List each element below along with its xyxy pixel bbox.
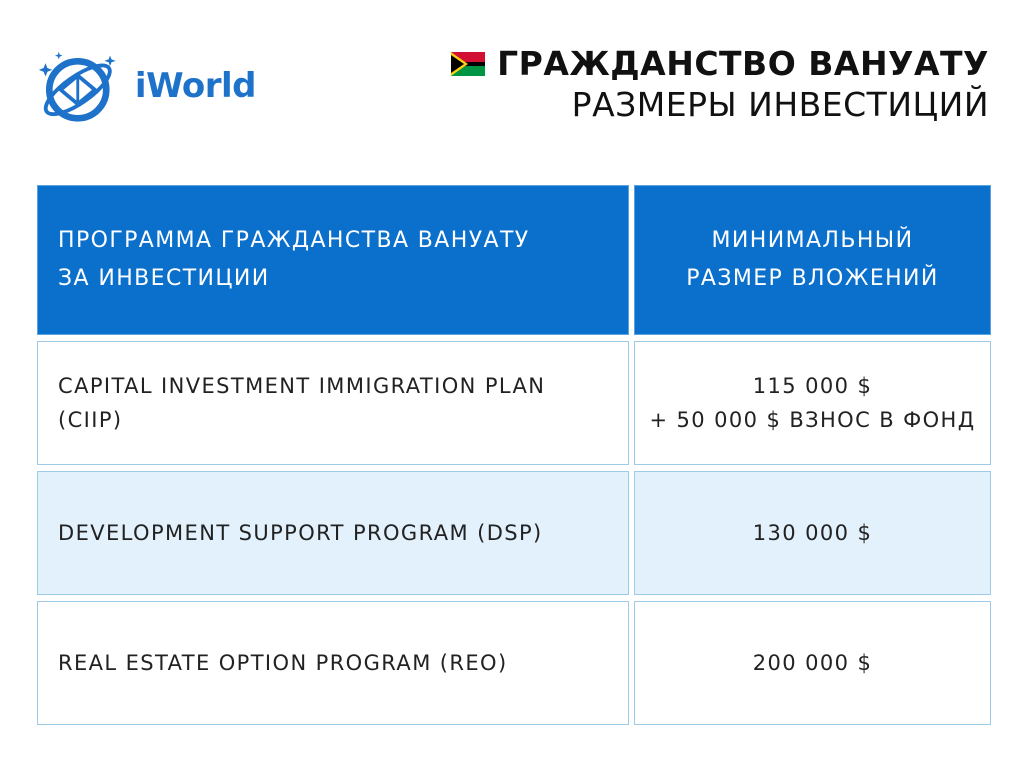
- program-name-line2: (CIIP): [58, 408, 123, 432]
- program-cell: [37, 341, 629, 465]
- title-row: [451, 44, 989, 84]
- header-amount-line2: РАЗМЕР ВЛОЖЕНИЙ: [686, 266, 939, 291]
- header-amount: [634, 185, 991, 335]
- program-cell: DEVELOPMENT SUPPORT PROGRAM (DSP): [37, 471, 629, 595]
- header-program-line1: ПРОГРАММА ГРАЖДАНСТВА ВАНУАТУ: [58, 228, 530, 253]
- program-cell: REAL ESTATE OPTION PROGRAM (REO): [37, 601, 629, 725]
- amount-line1: 115 000 $: [752, 374, 873, 398]
- table-row: [37, 471, 991, 595]
- brand-logo: [36, 40, 256, 132]
- amount-cell: 130 000 $: [634, 471, 991, 595]
- amount-cell: 200 000 $: [634, 601, 991, 725]
- header-program: [37, 185, 629, 335]
- header-program-line2: ЗА ИНВЕСТИЦИИ: [58, 266, 270, 291]
- amount-cell: [634, 341, 991, 465]
- page-title: ГРАЖДАНСТВО ВАНУАТУ: [497, 44, 989, 83]
- table-header-row: [37, 185, 991, 335]
- page-header: [451, 44, 989, 126]
- vanuatu-flag-icon: [451, 52, 485, 76]
- amount-line2: + 50 000 $ ВЗНОС В ФОНД: [649, 408, 976, 432]
- globe-logo-icon: [36, 40, 131, 132]
- header-amount-line1: МИНИМАЛЬНЫЙ: [711, 228, 914, 253]
- table-row: [37, 341, 991, 465]
- brand-name: iWorld: [134, 66, 256, 106]
- page-subtitle: РАЗМЕРЫ ИНВЕСТИЦИЙ: [571, 85, 989, 124]
- table-row: [37, 601, 991, 725]
- investment-table: [37, 185, 991, 731]
- program-name-line1: CAPITAL INVESTMENT IMMIGRATION PLAN: [58, 374, 546, 398]
